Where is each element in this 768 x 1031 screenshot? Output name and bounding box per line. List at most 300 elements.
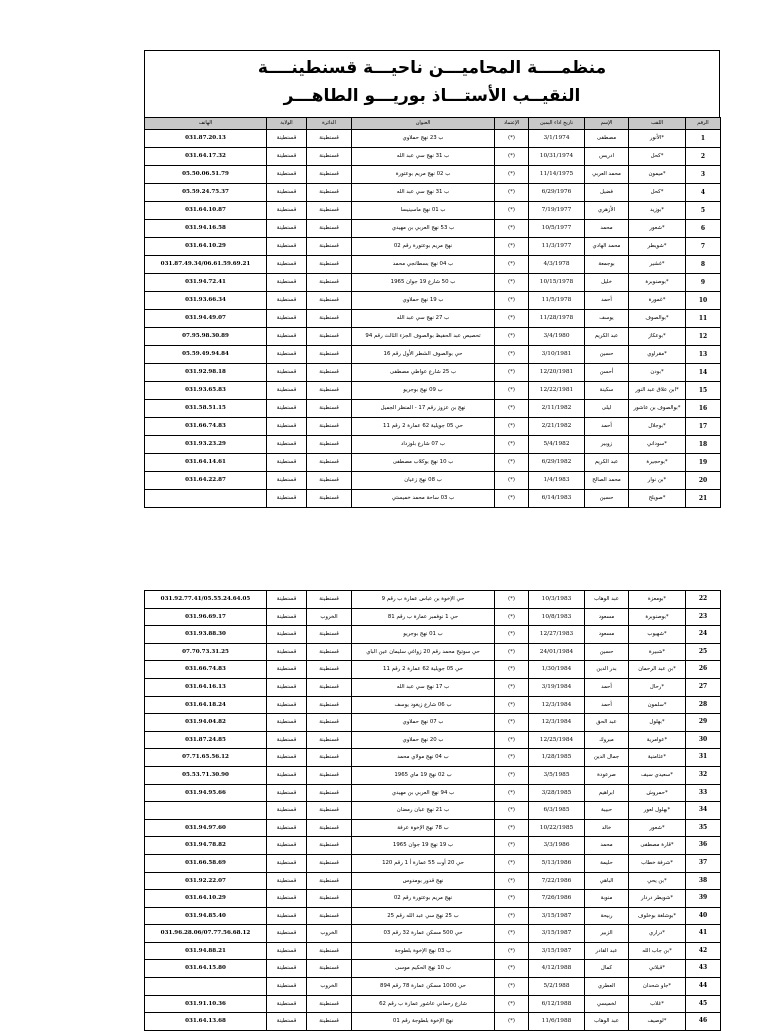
cell-phone: 031.94.97.60 [145, 819, 267, 837]
cell-address: ب 01 نهج بوجريو [352, 626, 495, 644]
cell-address: ب 07 نهج حملاوي [352, 714, 495, 732]
cell-num: 46 [686, 1013, 721, 1031]
cell-num: 38 [686, 872, 721, 890]
cell-accreditation: (*) [495, 784, 529, 802]
cell-surname: *بوزيد [629, 202, 686, 220]
cell-num: 21 [686, 490, 721, 508]
title-bar-president: النقيــب الأستـــاذ بوريـــو الطاهـــر [283, 86, 581, 106]
table-row [145, 490, 721, 508]
header-daira: الدائرة [307, 118, 352, 130]
cell-daira: قسنطينة [307, 995, 352, 1013]
cell-phone: 031.94.95.66 [145, 784, 267, 802]
cell-wilaya: قسنطينة [267, 310, 307, 328]
table-row [145, 328, 721, 346]
cell-oath-date: 6/29/1976 [529, 184, 585, 202]
cell-daira: قسنطينة [307, 661, 352, 679]
cell-surname: *شويطر [629, 238, 686, 256]
cell-name: أحمد [585, 292, 629, 310]
cell-num: 18 [686, 436, 721, 454]
cell-address: شارع رحماني عاشور عمارة ب رقم 62 [352, 995, 495, 1013]
cell-accreditation: (*) [495, 626, 529, 644]
cell-phone: 07.71.65.56.12 [145, 749, 267, 767]
cell-name: محمد الهادي [585, 238, 629, 256]
header-oath-date: تاريخ اداء اليمين [529, 118, 585, 130]
cell-phone [145, 802, 267, 820]
cell-address: ب 78 نهج الإخوة عرفة [352, 819, 495, 837]
cell-accreditation: (*) [495, 591, 529, 609]
cell-daira: قسنطينة [307, 382, 352, 400]
cell-oath-date: 4/3/1978 [529, 256, 585, 274]
cell-phone: 031.64.10.87 [145, 202, 267, 220]
cell-accreditation: (*) [495, 696, 529, 714]
cell-oath-date: 24/01/1984 [529, 643, 585, 661]
cell-oath-date: 1/30/1984 [529, 661, 585, 679]
cell-name: ربيحة [585, 907, 629, 925]
cell-wilaya: قسنطينة [267, 400, 307, 418]
cell-daira: قسنطينة [307, 220, 352, 238]
cell-num: 14 [686, 364, 721, 382]
cell-oath-date: 2/21/1982 [529, 418, 585, 436]
table-row [145, 346, 721, 364]
cell-accreditation: (*) [495, 819, 529, 837]
table-row [145, 472, 721, 490]
table-row [145, 1013, 721, 1031]
cell-accreditation: (*) [495, 184, 529, 202]
table-row [145, 837, 721, 855]
cell-name: الزبير [585, 925, 629, 943]
cell-wilaya: قسنطينة [267, 328, 307, 346]
cell-num: 3 [686, 166, 721, 184]
table-row [145, 854, 721, 872]
table-row [145, 418, 721, 436]
cell-daira: قسنطينة [307, 400, 352, 418]
cell-accreditation: (*) [495, 364, 529, 382]
cell-address: ب 07 شارع بلوزداد [352, 436, 495, 454]
cell-phone: 031.94.16.58 [145, 220, 267, 238]
cell-num: 30 [686, 731, 721, 749]
cell-surname: *عثامنية [629, 749, 686, 767]
cell-surname: *بهلول لعور [629, 802, 686, 820]
cell-daira: قسنطينة [307, 591, 352, 609]
cell-address: حي 500 مسكن عمارة 32 رقم 03 [352, 925, 495, 943]
table-row [145, 220, 721, 238]
table-row [145, 731, 721, 749]
cell-oath-date: 4/12/1988 [529, 960, 585, 978]
title-organization: منظمــــة المحاميـــن ناحيـــة قسنطينــــة [257, 58, 607, 78]
cell-accreditation: (*) [495, 238, 529, 256]
cell-num: 11 [686, 310, 721, 328]
cell-oath-date: 11/14/1975 [529, 166, 585, 184]
cell-surname: *بن عبد الرحمان [629, 661, 686, 679]
cell-surname: *ابن علاق عبد النور [629, 382, 686, 400]
cell-name: محمد العربي [585, 166, 629, 184]
cell-num: 39 [686, 890, 721, 908]
cell-surname: *بومعزة [629, 591, 686, 609]
cell-surname: *سعيدي سيف [629, 766, 686, 784]
cell-accreditation: (*) [495, 960, 529, 978]
cell-address: حي بوالصوف الشطر الأول رقم 16 [352, 346, 495, 364]
cell-accreditation: (*) [495, 802, 529, 820]
cell-surname: *جاو شحدان [629, 978, 686, 996]
cell-oath-date: 10/3/1983 [529, 591, 585, 609]
cell-num: 27 [686, 678, 721, 696]
cell-wilaya: قسنطينة [267, 292, 307, 310]
cell-accreditation: (*) [495, 608, 529, 626]
cell-oath-date: 3/28/1985 [529, 784, 585, 802]
cell-num: 13 [686, 346, 721, 364]
cell-num: 17 [686, 418, 721, 436]
cell-surname: *صويلح [629, 490, 686, 508]
header-num: الرقم [686, 118, 721, 130]
cell-name: مسعود [585, 608, 629, 626]
cell-name: صرعودة [585, 766, 629, 784]
cell-oath-date: 12/22/1981 [529, 382, 585, 400]
table-row [145, 364, 721, 382]
cell-oath-date: 11/6/1988 [529, 1013, 585, 1031]
cell-oath-date: 10/15/1978 [529, 274, 585, 292]
cell-name: يوسف [585, 310, 629, 328]
cell-oath-date: 7/22/1986 [529, 872, 585, 890]
cell-surname: *شعور [629, 819, 686, 837]
cell-address: حي 05 جويلية 62 عمارة 2 رقم 11 [352, 418, 495, 436]
cell-address: ب 10 نهج بوكلاب مصطفى [352, 454, 495, 472]
cell-address: حي 20 أوت 55 عمارة أ 1 رقم 120 [352, 854, 495, 872]
cell-accreditation: (*) [495, 202, 529, 220]
cell-phone: 031.92.22.07 [145, 872, 267, 890]
cell-num: 37 [686, 854, 721, 872]
cell-wilaya: قسنطينة [267, 454, 307, 472]
table-row [145, 766, 721, 784]
cell-accreditation: (*) [495, 436, 529, 454]
cell-phone: 031.64.15.80 [145, 960, 267, 978]
cell-phone: 031.94.85.40 [145, 907, 267, 925]
cell-wilaya: قسنطينة [267, 643, 307, 661]
cell-accreditation: (*) [495, 731, 529, 749]
table-row [145, 274, 721, 292]
cell-name: أحمد [585, 418, 629, 436]
cell-surname: *دراري [629, 925, 686, 943]
cell-name: جمال الدين [585, 749, 629, 767]
cell-phone: 031.66.74.83 [145, 661, 267, 679]
cell-wilaya: قسنطينة [267, 148, 307, 166]
cell-num: 19 [686, 454, 721, 472]
cell-oath-date: 3/3/1986 [529, 837, 585, 855]
cell-daira: الخروب [307, 608, 352, 626]
table-row [145, 978, 721, 996]
cell-surname: *سلمون [629, 696, 686, 714]
cell-oath-date: 3/5/1985 [529, 766, 585, 784]
cell-name: سكينة [585, 382, 629, 400]
cell-oath-date: 10/22/1985 [529, 819, 585, 837]
cell-num: 26 [686, 661, 721, 679]
cell-daira: قسنطينة [307, 960, 352, 978]
table-row [145, 310, 721, 328]
cell-wilaya: قسنطينة [267, 942, 307, 960]
cell-num: 45 [686, 995, 721, 1013]
cell-oath-date: 10/5/1977 [529, 220, 585, 238]
cell-accreditation: (*) [495, 749, 529, 767]
table-row [145, 400, 721, 418]
cell-name: زوبير [585, 436, 629, 454]
cell-accreditation: (*) [495, 925, 529, 943]
cell-accreditation: (*) [495, 292, 529, 310]
cell-surname: *بودن [629, 364, 686, 382]
cell-wilaya: قسنطينة [267, 184, 307, 202]
cell-wilaya: قسنطينة [267, 872, 307, 890]
cell-num: 6 [686, 220, 721, 238]
cell-address: ب 17 نهج سي عبد الله [352, 678, 495, 696]
header-wilaya: الولاية [267, 118, 307, 130]
cell-wilaya: قسنطينة [267, 472, 307, 490]
cell-num: 29 [686, 714, 721, 732]
cell-name: حسين [585, 490, 629, 508]
cell-num: 31 [686, 749, 721, 767]
cell-daira: قسنطينة [307, 731, 352, 749]
table-header-row [145, 118, 721, 130]
cell-phone: 031.91.10.36 [145, 995, 267, 1013]
cell-surname: *لوصيف [629, 1013, 686, 1031]
cell-accreditation: (*) [495, 166, 529, 184]
cell-wilaya: قسنطينة [267, 256, 307, 274]
cell-address: ب 02 نهج مريم بوعتورة [352, 166, 495, 184]
cell-daira: قسنطينة [307, 854, 352, 872]
cell-name: ليلى [585, 400, 629, 418]
cell-name: أحمد [585, 678, 629, 696]
cell-daira: قسنطينة [307, 643, 352, 661]
cell-wilaya: قسنطينة [267, 784, 307, 802]
cell-num: 15 [686, 382, 721, 400]
cell-daira: قسنطينة [307, 714, 352, 732]
cell-daira: قسنطينة [307, 202, 352, 220]
cell-address: ب 01 نهج ماسينيسا [352, 202, 495, 220]
table-row [145, 696, 721, 714]
cell-num: 8 [686, 256, 721, 274]
cell-address: نهج مريم بوعتورة رقم 02 [352, 238, 495, 256]
cell-daira: الخروب [307, 978, 352, 996]
cell-surname: *شويطر دردار [629, 890, 686, 908]
cell-phone: 07.95.98.30.89 [145, 328, 267, 346]
cell-wilaya: قسنطينة [267, 202, 307, 220]
cell-address: ب 10 نهج الحكيم موسى [352, 960, 495, 978]
cell-daira: قسنطينة [307, 346, 352, 364]
cell-oath-date: 1/4/1983 [529, 472, 585, 490]
cell-num: 28 [686, 696, 721, 714]
header-phone: الهاتف [145, 118, 267, 130]
cell-surname: *رحال [629, 678, 686, 696]
cell-oath-date: 11/3/1977 [529, 238, 585, 256]
header-name: الإسم [585, 118, 629, 130]
cell-address: ب 08 نهج زعيان [352, 472, 495, 490]
table-row [145, 925, 721, 943]
cell-wilaya: قسنطينة [267, 766, 307, 784]
cell-num: 43 [686, 960, 721, 978]
cell-num: 34 [686, 802, 721, 820]
cell-name: عبد الوهاب [585, 591, 629, 609]
cell-surname: *كحل [629, 184, 686, 202]
table-row [145, 454, 721, 472]
cell-wilaya: قسنطينة [267, 802, 307, 820]
cell-address: ب 09 نهج بوجريو [352, 382, 495, 400]
cell-oath-date: 12/25/1984 [529, 731, 585, 749]
cell-daira: قسنطينة [307, 819, 352, 837]
cell-accreditation: (*) [495, 220, 529, 238]
cell-wilaya: قسنطينة [267, 346, 307, 364]
cell-name: خالد [585, 819, 629, 837]
cell-phone: 031.93.88.30 [145, 626, 267, 644]
cell-num: 5 [686, 202, 721, 220]
cell-wilaya: قسنطينة [267, 978, 307, 996]
cell-surname: *بهلول [629, 714, 686, 732]
cell-name: محمد [585, 220, 629, 238]
cell-accreditation: (*) [495, 837, 529, 855]
cell-phone: 031.87.20.13 [145, 130, 267, 148]
cell-name: عبد القادر [585, 942, 629, 960]
lawyers-table-1 [144, 117, 721, 508]
cell-daira: قسنطينة [307, 184, 352, 202]
table-row [145, 130, 721, 148]
cell-daira: قسنطينة [307, 626, 352, 644]
cell-accreditation: (*) [495, 310, 529, 328]
cell-accreditation: (*) [495, 942, 529, 960]
table-row [145, 436, 721, 454]
cell-oath-date: 1/28/1985 [529, 749, 585, 767]
cell-num: 7 [686, 238, 721, 256]
table-row [145, 238, 721, 256]
cell-daira: قسنطينة [307, 766, 352, 784]
cell-surname: *مقراوي [629, 346, 686, 364]
cell-name: عبد الحق [585, 714, 629, 732]
cell-oath-date: 6/29/1982 [529, 454, 585, 472]
cell-accreditation: (*) [495, 678, 529, 696]
cell-wilaya: قسنطينة [267, 960, 307, 978]
cell-phone: 031.64.18.24 [145, 696, 267, 714]
cell-accreditation: (*) [495, 907, 529, 925]
cell-name: أحمد [585, 696, 629, 714]
cell-oath-date: 12/20/1981 [529, 364, 585, 382]
cell-wilaya: قسنطينة [267, 418, 307, 436]
table-row [145, 292, 721, 310]
lawyers-table-2 [144, 590, 721, 1031]
cell-oath-date: 11/5/1978 [529, 292, 585, 310]
cell-phone: 031.64.22.87 [145, 472, 267, 490]
cell-wilaya: قسنطينة [267, 854, 307, 872]
table-row [145, 256, 721, 274]
cell-oath-date: 3/15/1987 [529, 925, 585, 943]
cell-address: ب 94 نهج العربي بن مهيدي [352, 784, 495, 802]
cell-num: 24 [686, 626, 721, 644]
cell-wilaya: قسنطينة [267, 907, 307, 925]
cell-accreditation: (*) [495, 661, 529, 679]
cell-name: الباهي [585, 872, 629, 890]
cell-name: حليمة [585, 854, 629, 872]
cell-surname: *بوشلغة بوخلوف [629, 907, 686, 925]
cell-oath-date: 12/27/1983 [529, 626, 585, 644]
cell-name: حبيبة [585, 802, 629, 820]
cell-wilaya: قسنطينة [267, 238, 307, 256]
header-accreditation: الإعتماد [495, 118, 529, 130]
cell-oath-date: 5/13/1986 [529, 854, 585, 872]
cell-name: بوجمعة [585, 256, 629, 274]
cell-name: فضيل [585, 184, 629, 202]
cell-name: العطري [585, 978, 629, 996]
cell-address: ب 20 نهج حملاوي [352, 731, 495, 749]
cell-wilaya: قسنطينة [267, 731, 307, 749]
cell-surname: *شبيرة [629, 643, 686, 661]
cell-address: ب 04 نهج مولاي محمد [352, 749, 495, 767]
cell-phone: 031.96.69.17 [145, 608, 267, 626]
cell-daira: قسنطينة [307, 454, 352, 472]
cell-wilaya: قسنطينة [267, 626, 307, 644]
sheet-page-2 [144, 590, 720, 1031]
cell-daira: قسنطينة [307, 942, 352, 960]
cell-phone: 031.92.77.41/05.55.24.64.05 [145, 591, 267, 609]
table-row [145, 960, 721, 978]
cell-surname: *عوامرية [629, 731, 686, 749]
cell-num: 10 [686, 292, 721, 310]
cell-address: نهج الإخوة بلطوجة رقم 01 [352, 1013, 495, 1031]
cell-surname: *قبلاني [629, 960, 686, 978]
cell-daira: قسنطينة [307, 872, 352, 890]
cell-address: نهج بن عزوز رقم 17 - المنظر الجميل [352, 400, 495, 418]
cell-surname: *بوجلال [629, 418, 686, 436]
cell-address: ب 25 نهج سي عبد الله رقم 25 [352, 907, 495, 925]
table-row [145, 714, 721, 732]
cell-num: 40 [686, 907, 721, 925]
cell-surname: *بوالصوف بن عاشور [629, 400, 686, 418]
cell-wilaya: قسنطينة [267, 661, 307, 679]
cell-accreditation: (*) [495, 1013, 529, 1031]
cell-phone: 031.94.04.82 [145, 714, 267, 732]
cell-num: 20 [686, 472, 721, 490]
cell-num: 1 [686, 130, 721, 148]
cell-surname: *حمروش [629, 784, 686, 802]
cell-num: 42 [686, 942, 721, 960]
cell-address: ب 23 نهج حملاوي [352, 130, 495, 148]
cell-phone: 05.50.06.51.79 [145, 166, 267, 184]
cell-accreditation: (*) [495, 872, 529, 890]
table-row [145, 907, 721, 925]
table-row [145, 643, 721, 661]
cell-phone: 031.87.24.85 [145, 731, 267, 749]
cell-address: نهج مريم بوعتورة رقم 02 [352, 890, 495, 908]
cell-name: خليل [585, 274, 629, 292]
cell-wilaya: قسنطينة [267, 364, 307, 382]
cell-num: 9 [686, 274, 721, 292]
cell-wilaya: قسنطينة [267, 130, 307, 148]
cell-name: الأزهري [585, 202, 629, 220]
cell-daira: قسنطينة [307, 678, 352, 696]
table-row [145, 202, 721, 220]
cell-phone: 05.53.71.30.90 [145, 766, 267, 784]
cell-daira: الخروب [307, 925, 352, 943]
cell-surname: *بوالصوف [629, 310, 686, 328]
table-row [145, 942, 721, 960]
cell-oath-date: 12/3/1984 [529, 696, 585, 714]
cell-surname: *بن نوار [629, 472, 686, 490]
cell-phone: 05.59.49.94.84 [145, 346, 267, 364]
cell-address: ب 19 نهج 19 جوان 1965 [352, 837, 495, 855]
cell-daira: قسنطينة [307, 837, 352, 855]
cell-phone: 031.64.10.29 [145, 890, 267, 908]
cell-name: ادريس [585, 148, 629, 166]
cell-num: 12 [686, 328, 721, 346]
cell-daira: قسنطينة [307, 696, 352, 714]
cell-daira: قسنطينة [307, 436, 352, 454]
cell-oath-date: 10/8/1983 [529, 608, 585, 626]
table-row [145, 678, 721, 696]
cell-daira: قسنطينة [307, 328, 352, 346]
cell-daira: قسنطينة [307, 256, 352, 274]
